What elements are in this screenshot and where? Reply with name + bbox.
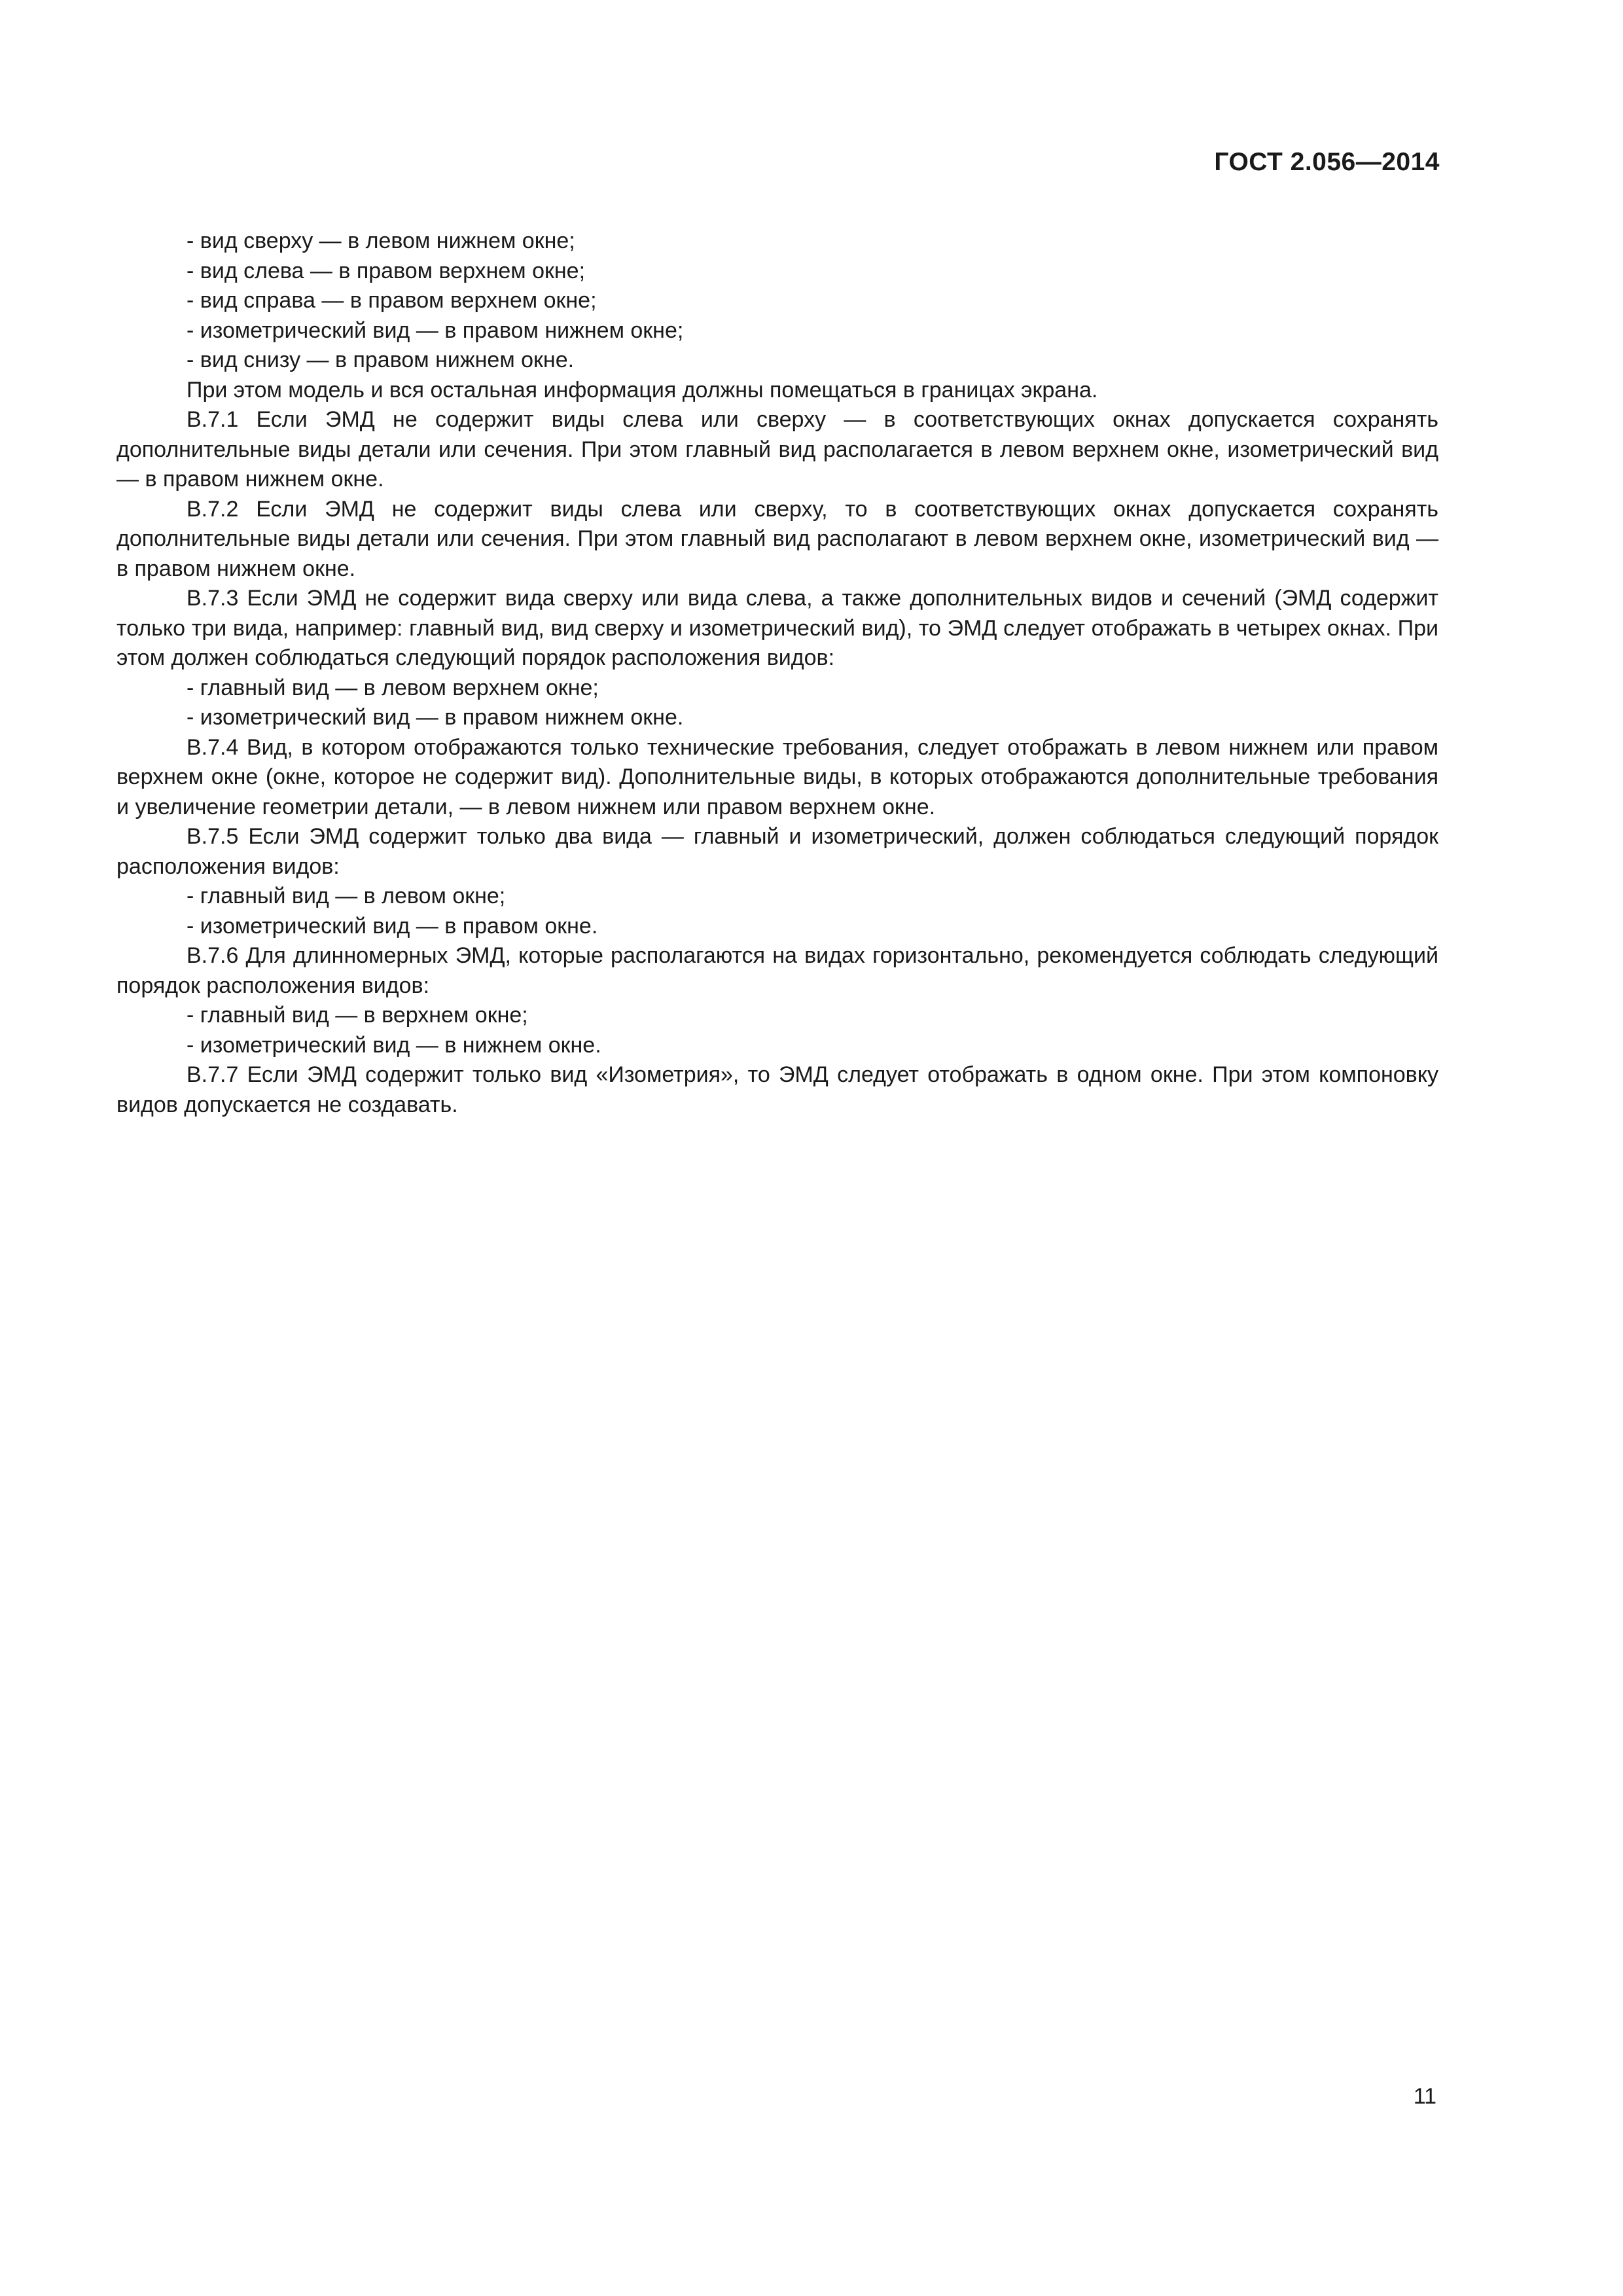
list-item: - главный вид — в верхнем окне;	[187, 1003, 528, 1028]
paragraph-b-7-6: В.7.6 Для длинномерных ЭМД, которые располагаются на видах горизонтально, рекомендуется соблюдать следующий порядок расположения видов:	[116, 943, 1438, 998]
paragraph-b-7-2: В.7.2 Если ЭМД не содержит виды слева или сверху, то в соответствующих окнах допускается сохранять дополнительные виды детали или сечения. При этом главный вид располагают в левом верхнем окне, изометрический вид — в правом нижнем окне.	[116, 496, 1438, 581]
list-item: - изометрический вид — в правом нижнем окне.	[187, 705, 684, 730]
paragraph-b-7-7: В.7.7 Если ЭМД содержит только вид «Изометрия», то ЭМД следует отображать в одном окне. При этом компоновку видов допускается не создавать.	[116, 1062, 1438, 1117]
list-item: - изометрический вид — в правом окне.	[187, 913, 598, 939]
paragraph-b-7-3: В.7.3 Если ЭМД не содержит вида сверху или вида слева, а также дополнительных видов и сечений (ЭМД содержит только три вида, например: главный вид, вид сверху и изометрический вид), то ЭМД следует отображать в четырех окнах. При этом должен соблюдаться следующий порядок расположения видов:	[116, 586, 1438, 670]
document-body	[116, 226, 1438, 1120]
list-item: - изометрический вид — в нижнем окне.	[187, 1032, 601, 1058]
list-item: - главный вид — в левом окне;	[187, 884, 506, 908]
list-item: - вид справа — в правом верхнем окне;	[187, 288, 597, 313]
list-item: - изометрический вид — в правом нижнем окне;	[187, 317, 684, 343]
document-code-header: ГОСТ 2.056—2014	[1214, 148, 1440, 176]
list-item: - вид снизу — в правом нижнем окне.	[187, 348, 575, 372]
paragraph-b-7-4: В.7.4 Вид, в котором отображаются только технические требования, следует отображать в левом нижнем или правом верхнем окне (окне, которое не содержит вид). Дополнительные виды, в которых отображаются дополнительные требования и увеличение геометрии детали, — в левом нижнем или правом верхнем окне.	[116, 734, 1438, 819]
list-item: - главный вид — в левом верхнем окне;	[187, 675, 599, 700]
paragraph: При этом модель и вся остальная информация должны помещаться в границах экрана.	[187, 377, 1098, 403]
paragraph-b-7-1: В.7.1 Если ЭМД не содержит виды слева или сверху — в соответствующих окнах допускается сохранять дополнительные виды детали или сечения. При этом главный вид располагается в левом верхнем окне, изометрический вид — в правом нижнем окне.	[116, 407, 1438, 492]
list-item: - вид сверху — в левом нижнем окне;	[187, 228, 575, 253]
paragraph-b-7-5: В.7.5 Если ЭМД содержит только два вида — главный и изометрический, должен соблюдаться следующий порядок расположения видов:	[116, 824, 1438, 879]
list-item: - вид слева — в правом верхнем окне;	[187, 258, 586, 283]
page-number: 11	[1413, 2084, 1436, 2109]
